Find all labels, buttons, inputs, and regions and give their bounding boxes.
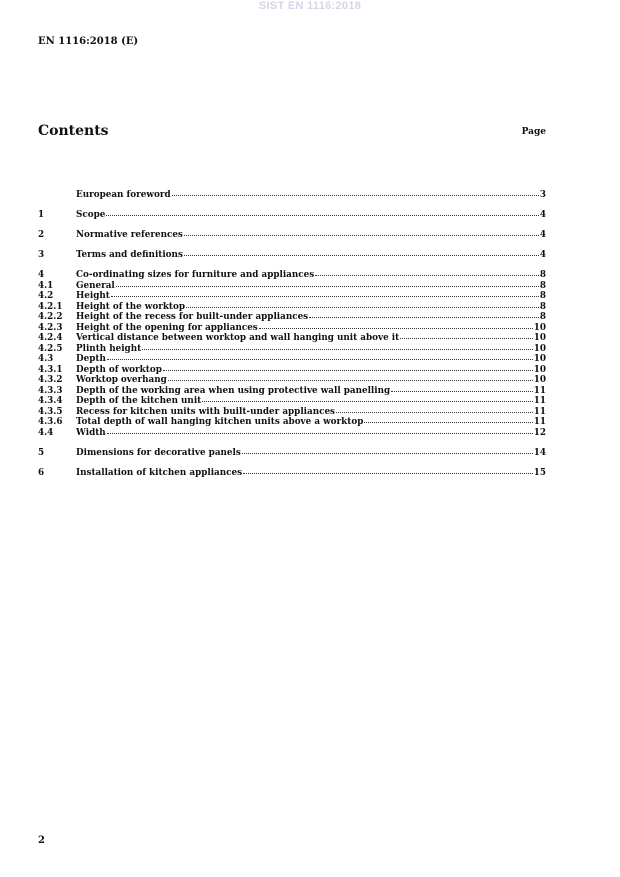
toc-page: 15 [533,467,546,478]
toc-page: 8 [539,301,546,312]
toc-entry[interactable] [38,344,546,355]
page-column-label: Page [521,127,546,137]
dot-leader [186,307,539,308]
toc-page: 11 [533,396,546,406]
toc-page: 8 [539,312,546,322]
toc-title: Depth of the kitchen unit [76,396,202,406]
toc-number: 4.3.1 [38,364,63,375]
toc-page: 8 [539,280,546,291]
toc-number: 5 [38,447,45,458]
dot-leader [202,401,533,402]
toc-entry[interactable] [38,270,546,281]
toc-page: 11 [533,406,546,417]
toc-entry[interactable] [38,365,546,376]
toc-number: 4.3.3 [38,385,63,396]
toc-page: 8 [539,270,546,280]
toc-number: 1 [38,210,45,220]
toc-number: 4.2.2 [38,312,63,322]
dot-leader [168,380,533,381]
toc-page: 10 [533,364,546,375]
toc-number: 4 [38,270,45,280]
dot-leader [259,328,533,329]
toc-page: 10 [533,322,546,333]
toc-title: Vertical distance between worktop and wall hanging unit above it [76,333,400,343]
dot-leader [315,275,539,276]
dot-leader [107,433,533,434]
table-of-contents [38,190,546,478]
watermark: SIST EN 1116:2018 [258,0,362,12]
toc-title: Depth of worktop [76,364,162,375]
toc-number: 4.2.3 [38,322,63,333]
toc-page: 3 [539,190,546,200]
dot-leader [116,286,539,287]
toc-page: 10 [533,333,546,343]
toc-title: Dimensions for decorative panels [76,447,241,458]
toc-entry[interactable] [38,281,546,292]
dot-leader [111,296,539,297]
toc-entry[interactable] [38,190,546,201]
toc-title: Installation of kitchen appliances [76,467,243,478]
toc-entry[interactable] [38,468,546,479]
dot-leader [172,195,539,196]
toc-page: 8 [539,291,546,301]
toc-entry[interactable] [38,230,546,241]
toc-page: 4 [539,230,546,240]
dot-leader [336,412,533,413]
contents-heading: Contents [38,123,109,139]
toc-page: 10 [533,354,546,364]
toc-title: Height [76,291,110,301]
document-id: EN 1116:2018 (E) [38,36,139,47]
page-number: 2 [38,835,45,846]
toc-number: 4.3.2 [38,375,63,385]
toc-title: Plinth height [76,343,142,354]
dot-leader [400,338,533,339]
toc-entry[interactable] [38,323,546,334]
toc-number: 4.3.6 [38,417,63,427]
toc-title: Height of the opening for appliances [76,322,258,333]
toc-entry[interactable] [38,375,546,386]
dot-leader [309,317,539,318]
dot-leader [106,215,539,216]
toc-page: 12 [533,427,546,438]
toc-title: Depth of the working area when using protective wall panelling [76,385,391,396]
toc-entry[interactable] [38,448,546,459]
toc-title: Normative references [76,230,183,240]
toc-entry[interactable] [38,396,546,407]
toc-entry[interactable] [38,428,546,439]
toc-entry[interactable] [38,386,546,397]
toc-title: Scope [76,210,106,220]
toc-title: European foreword [76,190,171,200]
toc-number: 4.2.5 [38,343,63,354]
toc-number: 4.2 [38,291,54,301]
toc-number: 2 [38,230,45,240]
toc-title: Height of the recess for built-under appliances [76,312,309,322]
toc-title: Terms and definitions [76,250,183,260]
toc-number: 4.3.5 [38,406,63,417]
toc-title: Depth [76,354,106,364]
toc-page: 4 [539,250,546,260]
toc-entry[interactable] [38,417,546,428]
toc-number: 4.3.4 [38,396,63,406]
toc-number: 3 [38,250,45,260]
toc-page: 14 [533,447,546,458]
dot-leader [391,391,533,392]
dot-leader [142,349,533,350]
toc-page: 10 [533,375,546,385]
toc-page: 10 [533,343,546,354]
toc-entry[interactable] [38,312,546,323]
toc-title: General [76,280,115,291]
toc-entry[interactable] [38,250,546,261]
toc-entry[interactable] [38,291,546,302]
dot-leader [364,422,532,423]
toc-entry[interactable] [38,210,546,221]
toc-entry[interactable] [38,354,546,365]
toc-number: 6 [38,467,45,478]
dot-leader [242,453,533,454]
toc-number: 4.4 [38,427,54,438]
dot-leader [184,255,539,256]
dot-leader [107,359,533,360]
dot-leader [184,235,539,236]
toc-page: 11 [533,417,546,427]
toc-title: Total depth of wall hanging kitchen units above a worktop [76,417,364,427]
toc-title: Height of the worktop [76,301,186,312]
toc-entry[interactable] [38,407,546,418]
toc-number: 4.1 [38,280,54,291]
dot-leader [163,370,533,371]
toc-title: Worktop overhang [76,375,167,385]
toc-page: 11 [533,385,546,396]
toc-entry[interactable] [38,302,546,313]
toc-title: Width [76,427,106,438]
toc-number: 4.2.4 [38,333,63,343]
dot-leader [243,473,533,474]
toc-title: Recess for kitchen units with built-under appliances [76,406,336,417]
toc-entry[interactable] [38,333,546,344]
toc-number: 4.2.1 [38,301,63,312]
toc-page: 4 [539,210,546,220]
toc-number: 4.3 [38,354,54,364]
toc-title: Co-ordinating sizes for furniture and appliances [76,270,315,280]
